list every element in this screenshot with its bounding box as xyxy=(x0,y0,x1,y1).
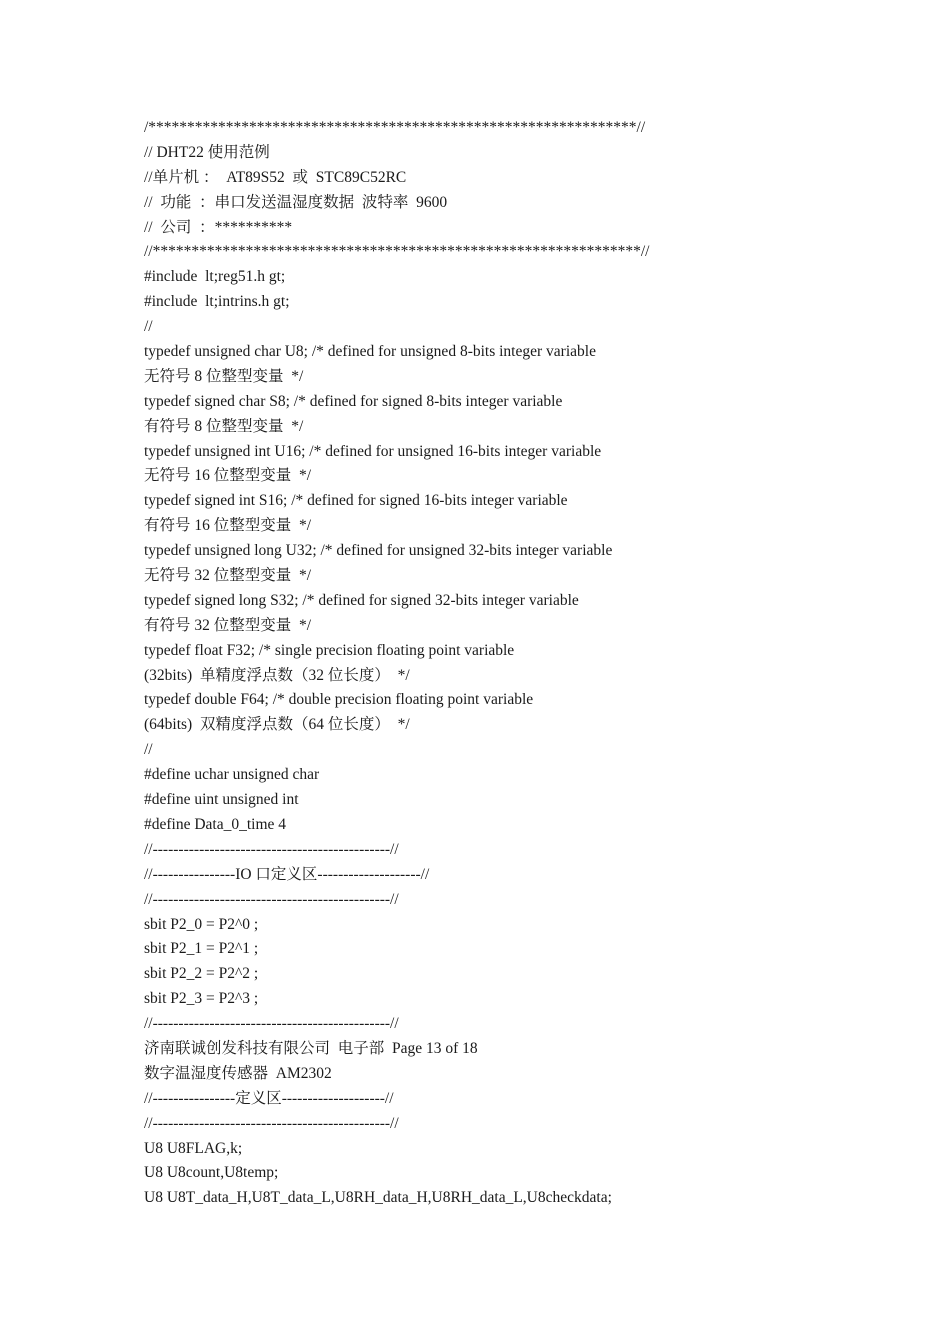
typedef-s16-note: 有符号 16 位整型变量 */ xyxy=(144,517,312,535)
typedef-s16: typedef signed int S16; /* defined for signed 16-bits integer variable xyxy=(144,492,568,510)
definition-section-heading: //----------------定义区--------------------// xyxy=(144,1089,394,1107)
var-u8count: U8 U8count,U8temp; xyxy=(144,1164,279,1182)
separator-line: //----------------------------------------------// xyxy=(144,840,399,858)
header-title: // DHT22 使用范例 xyxy=(144,143,270,161)
typedef-f64: typedef double F64; /* double precision floating point variable xyxy=(144,691,534,709)
document-body xyxy=(144,116,924,1211)
sbit-p2-2: sbit P2_2 = P2^2 ; xyxy=(144,965,259,983)
typedef-u16-note: 无符号 16 位整型变量 */ xyxy=(144,467,312,485)
header-mcu: //单片机 ： AT89S52 或 STC89C52RC xyxy=(144,168,407,186)
typedef-u32-note: 无符号 32 位整型变量 */ xyxy=(144,567,312,585)
io-section-heading: //----------------IO 口定义区--------------------// xyxy=(144,865,430,883)
separator-line: //----------------------------------------------// xyxy=(144,1114,399,1132)
typedef-s8: typedef signed char S8; /* defined for signed 8-bits integer variable xyxy=(144,392,563,410)
define-uint: #define uint unsigned int xyxy=(144,791,299,809)
separator-line: //----------------------------------------------// xyxy=(144,1015,399,1033)
define-uchar: #define uchar unsigned char xyxy=(144,766,320,784)
typedef-f32-note: (32bits) 单精度浮点数（32 位长度） */ xyxy=(144,666,410,684)
var-u8-data: U8 U8T_data_H,U8T_data_L,U8RH_data_H,U8RH_data_L,U8checkdata; xyxy=(144,1189,612,1207)
typedef-f32: typedef float F32; /* single precision floating point variable xyxy=(144,641,515,659)
comment-line: // xyxy=(144,318,153,336)
typedef-u16: typedef unsigned int U16; /* defined for unsigned 16-bits integer variable xyxy=(144,442,602,460)
page-footer: 济南联诚创发科技有限公司 电子部 Page 13 of 18 xyxy=(144,1039,478,1057)
typedef-u8: typedef unsigned char U8; /* defined for unsigned 8-bits integer variable xyxy=(144,343,596,361)
sbit-p2-1: sbit P2_1 = P2^1 ; xyxy=(144,940,259,958)
include-reg51: #include lt;reg51.h gt; xyxy=(144,268,286,286)
sbit-p2-3: sbit P2_3 = P2^3 ; xyxy=(144,990,259,1008)
typedef-u8-note: 无符号 8 位整型变量 */ xyxy=(144,367,304,385)
header-function: // 功能 ：串口发送温湿度数据 波特率 9600 xyxy=(144,193,448,211)
define-data-0-time: #define Data_0_time 4 xyxy=(144,815,287,833)
sbit-p2-0: sbit P2_0 = P2^0 ; xyxy=(144,915,259,933)
typedef-s8-note: 有符号 8 位整型变量 */ xyxy=(144,417,304,435)
typedef-s32: typedef signed long S32; /* defined for signed 32-bits integer variable xyxy=(144,591,579,609)
header-border-bottom: //***************************************************************// xyxy=(144,243,650,261)
comment-line: // xyxy=(144,741,153,759)
page-header-product: 数字温湿度传感器 AM2302 xyxy=(144,1064,332,1082)
typedef-f64-note: (64bits) 双精度浮点数（64 位长度） */ xyxy=(144,716,410,734)
typedef-s32-note: 有符号 32 位整型变量 */ xyxy=(144,616,312,634)
separator-line: //----------------------------------------------// xyxy=(144,890,399,908)
header-company: // 公司 ：********** xyxy=(144,218,293,236)
header-border-top: /***************************************************************// xyxy=(144,119,646,136)
include-intrins: #include lt;intrins.h gt; xyxy=(144,293,290,311)
var-u8flag: U8 U8FLAG,k; xyxy=(144,1139,243,1157)
typedef-u32: typedef unsigned long U32; /* defined for unsigned 32-bits integer variable xyxy=(144,542,613,560)
